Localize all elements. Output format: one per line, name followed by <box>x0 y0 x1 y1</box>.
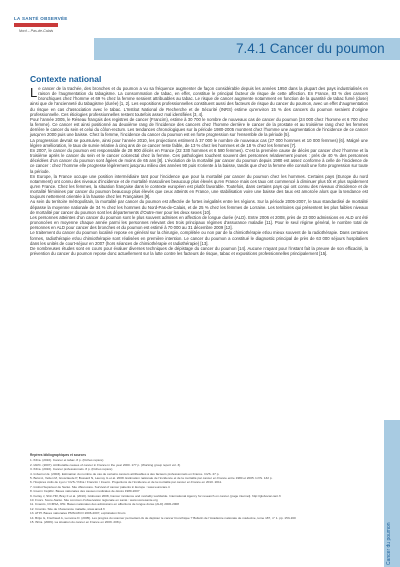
paragraph <box>30 86 368 117</box>
paragraph: En Europe, la France occupe une position intermédiaire tant pour l’incidence que pour la mortalité par cancer du poumon chez les hommes. Certains pays (Europe du nord notamment) ont connu des niveaux d’incidence et de mortalité masculines beaucoup plus élevés qu’en France mais ces taux ont commencé à diminuer plus tôt et plus rapidement qu’en France. Chez les femmes, la situation française dans le contexte européen est plutôt favorable. Toutefois, dans certains pays qui ont connu des niveaux d’incidence et de mortalité féminines par cancer du poumon beaucoup plus élevés que ceux atteints en France, une stabilisation voire une baisse des taux est amorcée alors que la tendance est toujours nettement orientée à la hausse chez les Françaises [9]. <box>30 173 368 200</box>
reference-item: 12. Cnamts. Site de l’Assurance maladie, www.ameli.fr <box>30 506 105 511</box>
references-title: Repères bibliographiques et sources <box>30 453 86 457</box>
paragraph: De nombreuses études sont en cours pour évaluer diverses techniques de dépistage du cancer du poumon [14]. Aucune n’ayant pour l’instant fait la preuve de son efficacité, la prévention du cancer du poumon repose donc actuellement sur la lutte contre les facteurs de risque, tabac et expositions professionnelles principalement [15]. <box>30 245 368 256</box>
reference-item: 3. INCa. (2010). Cancer professionnels. 8 p. (Fiches repère) <box>30 467 113 472</box>
reference-item: 15. INCa. (2009). La situation du cancer en France en 2009. 208 p. <box>30 520 123 525</box>
reference-item: 5. Belot A, Velten M, Grosclaude P, Bossard N, Launoy G et al. 2008. Estimation nationale de l’incidence et de la mortalité par cancer en France entre 1980 et 2005. InVS. 132 p. <box>30 476 273 481</box>
dropcap: L <box>30 85 38 100</box>
reference-item: 7. Institut Supérieur de Santé. Site d’Eurocare. Survival of cancer patients in Europe : www.eurocare.it <box>30 484 170 489</box>
reference-item: 2. IARC. (2007). Attributable causes of cancer in France in the year 2000. 177 p. (Working group report vol. 3) <box>30 462 181 467</box>
reference-item: 14. Brijio G, Fréchaud A, Lemoine D. (2005). Les progrès du scanner permettent-ils de dépister le cancer bronchique ? Bulletin de l’Académie nationale de médecine, tome 187, n° 1. pp. 153-160 <box>30 515 296 520</box>
paragraph: Le traitement du cancer du poumon localisé repose en général sur la chirurgie, complétée ou non par de la chimiothérapie et/ou mieux souvent de la radiothérapie. Dans certaines formes, radiothérapie et/ou chimiothérapie sont réalisées en première intention. Le cancer du poumon a constitué le diagnostic principal de près de 63 000 séjours hospitaliers dans les unités de court-séjour en 2007 (hors séances de chimiothérapie et radiothérapie) [13]. <box>30 230 368 246</box>
logo <box>14 16 68 33</box>
reference-item: 4. Imbernon E. (2003). Estimation du nombre de cas de certains cancers attribuables à des facteurs professionnels en France. InVS. 27 p. <box>30 471 220 476</box>
page-header <box>0 0 400 71</box>
paragraph: En 2007, le cancer du poumon est responsable de 28 900 décès en France (22 330 hommes et 6 580 femmes). C’est la première cause de décès par cancer chez l’homme et la troisième après le cancer du sein et le cancer colorectal chez la femme. Ces pathologies touchent souvent des personnes relativement jeunes : près de 40 % des personnes décédées d’un cancer du poumon sont âgées de moins de 65 ans [8]. L’évolution de la mortalité par cancer du poumon depuis 1980 est assez conforme à celle de l’incidence de ce cancer : chez l’homme elle progresse légèrement jusqu’au milieu des années 90 puis s’oriente à la baisse, tandis que chez la femme elle connaît une forte progression sur toute la période. <box>30 147 368 174</box>
side-tab-label: Cancer du poumon <box>386 522 392 565</box>
reference-item: 13. ATIH. Bases nationales PMSI-MCO 2006-2007, exploitation Fnors <box>30 511 126 516</box>
paragraph: Au sein du territoire métropolitain, la mortalité par cancer du poumon est affectée de fortes inégalités entre les régions. Sur la période 2005-2007, le taux standardisé de mortalité dépasse la moyenne nationale de 34 % chez les hommes du Nord-Pas-de-Calais, et de 25 % chez les femmes de Lorraine. Les territoires qui présentent les plus faibles niveaux de mortalité par cancer du poumon sont les départements d’Outre-mer pour les deux sexes [10]. <box>30 199 368 215</box>
section-heading: Contexte national <box>30 74 102 84</box>
paragraph: Pour l’année 2005, le Réseau français des registres de cancer (Francim), estime à 30 700 le nombre de nouveaux cas de cancer du poumon (24 000 chez l’homme et 6 700 chez la femme). Ce cancer est ainsi positionné au deuxième rang de l’incidence des cancers chez l’homme derrière le cancer de la prostate et au troisième rang chez les femmes derrière le cancer du sein et celui du côlon-rectum. Les tendances chronologiques sur la période 1980-2005 montrent chez l’homme une augmentation de l’incidence de ce cancer jusqu’en 2000 puis une baisse. Chez la femme, l’incidence du cancer du poumon est en forte progression sur l’ensemble de la période [5]. <box>30 116 368 138</box>
page-title: 7.4.1 Cancer du poumon <box>236 41 385 56</box>
logo-subtitle: Nord – Pas-de-Calais <box>18 29 54 33</box>
references <box>30 453 368 525</box>
paragraph: Les personnes atteintes d’un cancer du poumon sont le plus souvent admises en affection de longue durée (ALD). Entre 2006 et 2008, près de 23 000 admissions en ALD ont été prononcées en moyenne chaque année parmi les personnes relevant des trois principaux régimes d’assurance maladie [11]. Pour le seul régime général, le nombre total de personnes en ALD pour cancer des bronches et du poumon est estimé à 70 000 au 31 décembre 2009 [12]. <box>30 214 368 231</box>
logo-bar <box>14 23 58 27</box>
reference-item: 11. Cnamts, CCMSA, RSI. Bases nationales des admissions en affections de longue durée (ALD) 2006-2008 <box>30 502 179 507</box>
paragraph: La progression devrait se poursuivre, ainsi pour l’année 2010, les projections estiment à 37 000 le nombre de nouveaux cas (27 000 hommes et 10 000 femmes) [6]. Malgré une légère amélioration, le taux de survie relative à cinq ans de ce cancer reste faible, de 13 % chez les hommes et de 18 % chez les femmes [7]. <box>30 137 368 148</box>
reference-item: 10. Fnors. Score-Santé. Site commun d’observation régionale en santé : www.scoresante.org <box>30 498 158 503</box>
reference-item: 9. Ferlay J, Shin HR, Bray F et al. (2010). Globocan 2008, Cancer incidence and mortality worldwide. International Agency for research on cancer. [page internet]. http://globocan.iarc.fr <box>30 493 281 498</box>
reference-item: 1. INCa. (2010). Cancer et tabac. 8 p. (Fiches repère) <box>30 458 104 463</box>
logo-title: LA SANTÉ OBSERVÉE <box>14 16 68 21</box>
reference-item: 8. Inserm CépiDc. Bases nationales des causes médicales de décès 1980-2007 <box>30 489 140 494</box>
body-text <box>30 86 368 256</box>
reference-item: 6. Hospices civils de Lyon / InVS / INCa / Francim / Inserm. Projections de l’incidence et de la mortalité par cancer en France en 2010. 2011. <box>30 480 223 485</box>
paragraph-text: e cancer de la trachée, des bronches et du poumon a vu sa fréquence augmenter de façon considérable depuis les années 1950 dans la plupart des pays industrialisés en raison de l’augmentation du tabagisme. La consommation de tabac, en effet, constitue le principal facteur de risque de cette affection. En France, 83 % des cancers bronchiques chez l’homme et 69 % chez la femme seraient attribuables au tabac. Le risque de cancer augmente notamment en fonction de la quantité de tabac fumé (dose) ainsi que de l’ancienneté du tabagisme (durée) [1, 2]. Les expositions professionnelles constituent aussi des facteurs de risque du cancer du poumon, avec un effet d’augmentation du risque en cas d’association avec le tabac. L’Institut National de Recherche et de Sécurité (INRS) estime qu’environ 15 % des cancers du poumon seraient d’origine professionnelle. Ces étiologies professionnelles restent toutefois assez mal identifiées [3, 4]. <box>30 86 368 117</box>
